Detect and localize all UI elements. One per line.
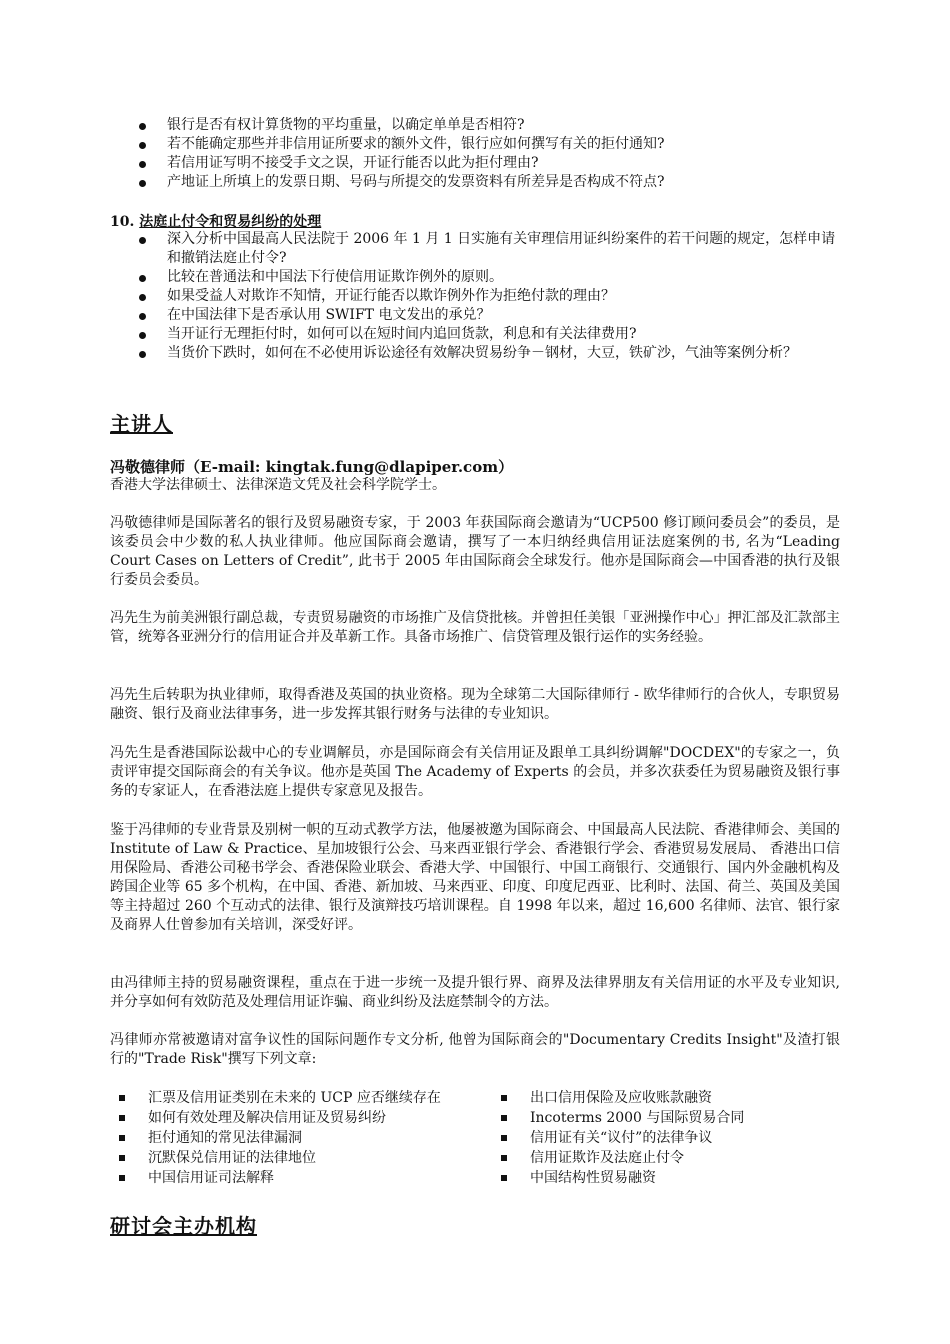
speaker-name: 冯敬德律师（E-mail: kingtak.fung@dlapiper.com） xyxy=(110,458,514,476)
list-item: 拒付通知的常见法律漏洞 xyxy=(118,1128,498,1148)
list-item: 深入分析中国最高人民法院于 2006 年 1 月 1 日实施有关审理信用证纠纷案件的若干问题的规定，怎样申请和撤销法庭止付令? xyxy=(137,230,843,268)
bio-paragraph-6: 由冯律师主持的贸易融资课程，重点在于进一步统一及提升银行界、商界及法律界朋友有关信用证的水平及专业知识,并分享如何有效防范及处理信用证诈骗、商业纠纷及法庭禁制令的方法。 xyxy=(110,975,840,1010)
list-item: 中国结构性贸易融资 xyxy=(500,1168,840,1188)
question-list xyxy=(137,116,837,192)
section-number: 10. xyxy=(110,214,135,230)
list-item: 如果受益人对欺诈不知情，开证行能否以欺诈例外作为拒绝付款的理由？ xyxy=(137,287,843,306)
bio-paragraph-2: 冯先生为前美洲银行副总裁，专责贸易融资的市场推广及信贷批核。并曾担任美银「亚洲操作中心」押汇部及汇款部主管，统筹各亚洲分行的信用证合并及革新工作。具备市场推广、信贷管理及银行运作的实务经验。 xyxy=(110,610,840,645)
list-item: 若不能确定那些并非信用证所要求的额外文件，银行应如何撰写有关的拒付通知? xyxy=(137,135,837,154)
list-item: 信用证有关“议付”的法律争议 xyxy=(500,1128,840,1148)
bio-paragraph-4: 冯先生是香港国际讼裁中心的专业调解员，亦是国际商会有关信用证及跟单工具纠纷调解"DOCDEX"的专家之一，负责评审提交国际商会的有关争议。他亦是英国 The Academy of Experts 的会员，并多次获委任为贸易融资及银行事务的专家证人，在香港法庭上提供专家意见及报告。 xyxy=(110,745,840,799)
list-item: 信用证欺诈及法庭止付令 xyxy=(500,1148,840,1168)
list-item: 当货价下跌时，如何在不必使用诉讼途径有效解决贸易纷争－钢材，大豆，铁矿沙，气油等案例分析？ xyxy=(137,344,843,363)
list-item: 比较在普通法和中国法下行使信用证欺诈例外的原则。 xyxy=(137,268,843,287)
list-item: 如何有效处理及解决信用证及贸易纠纷 xyxy=(118,1108,498,1128)
list-item: Incoterms 2000 与国际贸易合同 xyxy=(500,1108,840,1128)
list-item: 出口信用保险及应收账款融资 xyxy=(500,1088,840,1108)
articles-list-right xyxy=(500,1088,840,1188)
section-10-title xyxy=(110,211,321,231)
bio-paragraph-3: 冯先生后转职为执业律师，取得香港及英国的执业资格。现为全球第二大国际律师行 - 欧华律师行的合伙人，专职贸易融资、银行及商业法律事务，进一步发挥其银行财务与法律的专业知识。 xyxy=(110,687,840,722)
list-item: 当开证行无理拒付时，如何可以在短时间内追回货款，利息和有关法律费用? xyxy=(137,325,843,344)
list-item: 银行是否有权计算货物的平均重量，以确定单单是否相符? xyxy=(137,116,837,135)
bio-paragraph-1: 冯敬德律师是国际著名的银行及贸易融资专家，于 2003 年获国际商会邀请为“UCP500 修订顾问委员会”的委员，是该委员会中少数的私人执业律师。他应国际商会邀请，撰写了一本归纳经典信用证法庭案例的书, 名为“Leading Court Cases on Letters of Credit”, 此书于 2005 年由国际商会全球发行。他亦是国际商会—中国香港的执行及银行委员会委员。 xyxy=(110,515,840,588)
section-title: 法庭止付令和贸易纠纷的处理 xyxy=(139,214,322,230)
list-item: 在中国法律下是否承认用 SWIFT 电文发出的承兑？ xyxy=(137,306,843,325)
organizer-heading: 研讨会主办机构 xyxy=(110,1214,257,1238)
speaker-heading: 主讲人 xyxy=(110,412,173,436)
list-item: 若信用证写明不接受手文之误，开证行能否以此为拒付理由? xyxy=(137,154,837,173)
list-item: 汇票及信用证类别在未来的 UCP 应否继续存在 xyxy=(118,1088,498,1108)
section-10-list xyxy=(137,230,843,363)
list-item: 产地证上所填上的发票日期、号码与所提交的发票资料有所差异是否构成不符点? xyxy=(137,173,837,192)
speaker-credentials: 香港大学法律硕士、法律深造文凭及社会科学院学士。 xyxy=(110,477,446,493)
articles-list-left xyxy=(118,1088,498,1188)
bio-paragraph-5: 鉴于冯律师的专业背景及别树一帜的互动式教学方法，他屡被邀为国际商会、中国最高人民法院、香港律师会、美国的 Institute of Law & Practice、星加坡银行公会、马来西亚银行学会、香港银行学会、香港贸易发展局、 香港出口信用保险局、香港公司秘书学会、香港保险业联会、香港大学、中国银行、中国工商银行、交通银行、国内外金融机构及跨国企业等 65 多个机构，在中国、香港、新加坡、马来西亚、印度、印度尼西亚、比利时、法国、荷兰、英国及美国等主持超过 260 个互动式的法律、银行及演辩技巧培训课程。自 1998 年以来，超过 16,600 名律师、法官、银行家及商界人仕曾参加有关培训，深受好评。 xyxy=(110,822,840,933)
list-item: 中国信用证司法解释 xyxy=(118,1168,498,1188)
bio-paragraph-7: 冯律师亦常被邀请对富争议性的国际问题作专文分析, 他曾为国际商会的"Documentary Credits Insight"及渣打银行的"Trade Risk"撰写下列文章: xyxy=(110,1032,840,1067)
list-item: 沉默保兑信用证的法律地位 xyxy=(118,1148,498,1168)
